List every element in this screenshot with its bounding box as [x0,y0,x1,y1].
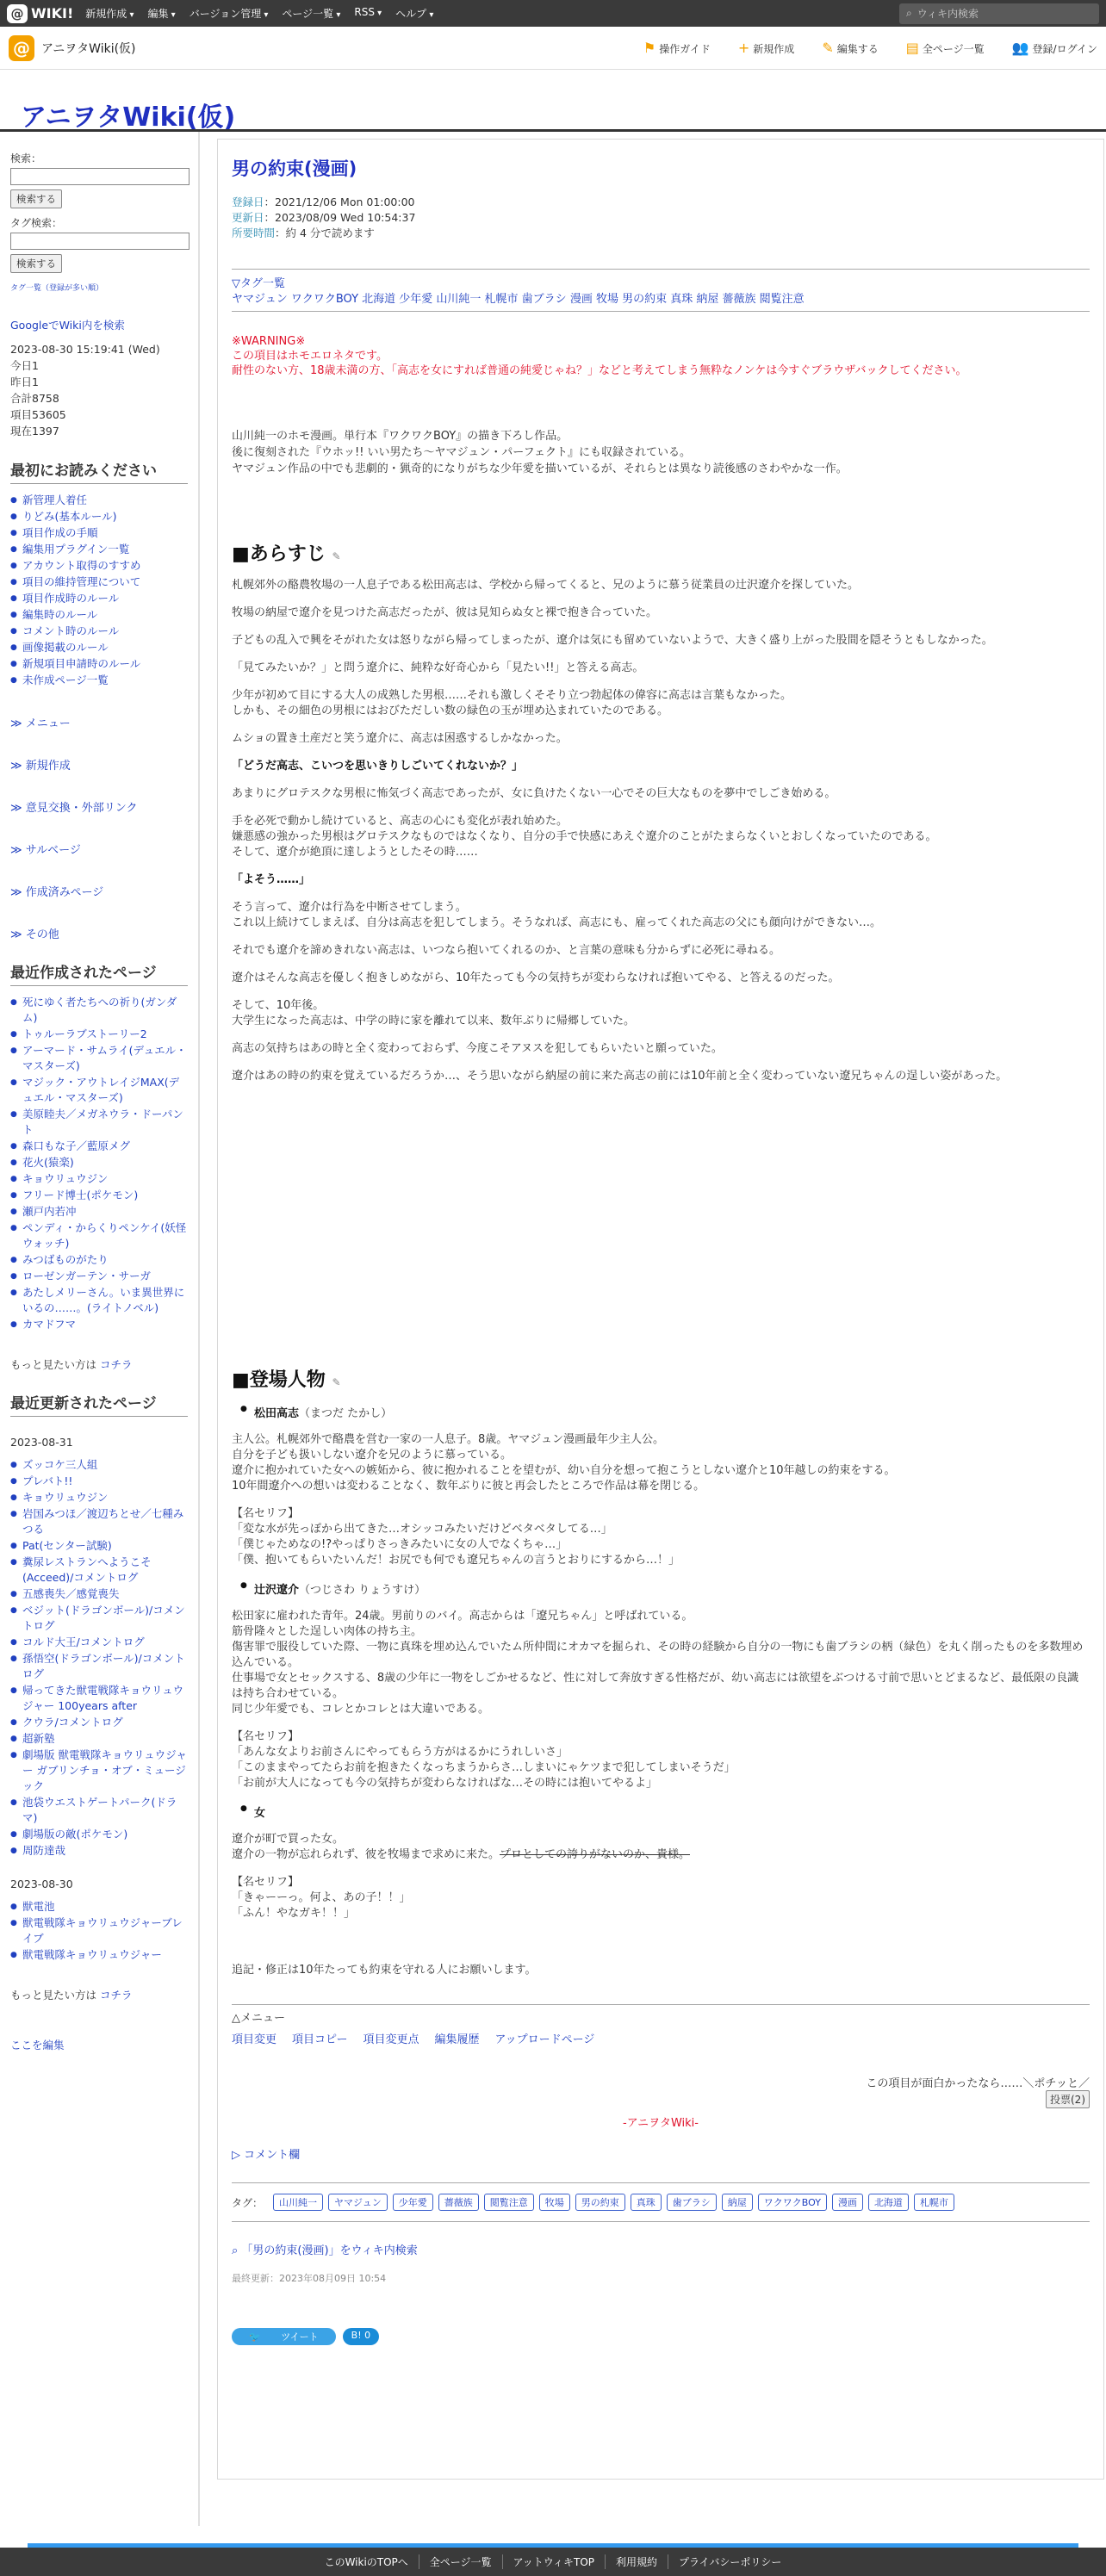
page-link[interactable]: コルド大王/コメントログ [22,1636,145,1648]
edit-section-icon[interactable]: ✎ [332,550,341,562]
characters-body [232,1404,1090,1921]
page-link[interactable]: クウラ/コメントログ [22,1716,123,1729]
list-item [10,607,188,623]
list-item [10,525,188,541]
tag-list-link[interactable]: タグ一覧（登録が多い順） [10,284,104,293]
tag-button[interactable]: 男の約束 [575,2194,625,2211]
list-item [10,509,188,525]
page-link[interactable]: トゥルーラブストーリー2 [22,1027,147,1040]
wiki-search-input[interactable] [899,3,1099,24]
tag-search-input[interactable] [10,233,190,250]
recent-updated-list-2 [10,1899,188,1963]
tag-search-label: タグ検索： [10,217,63,229]
synopsis-paragraph: 遼介はそんな高志を優しく抱きしめながら、10年たっても今の気持ちが変わらなければ抱いてやる、と答えるのだった。 [232,971,840,984]
stat-now: 現在1397 [10,425,59,438]
search-placeholder: ウィキ内検索 [916,8,979,20]
menu-link[interactable]: 編集履歴 [434,2033,480,2046]
list-item [10,1075,188,1106]
new-page-button[interactable] [738,40,794,56]
pencil-icon: ✎ [822,40,834,56]
guide-label: 操作ガイド [659,43,711,55]
atwiki-logo[interactable] [7,4,73,23]
synopsis-paragraph: 少年が初めて目にする大人の成熟した男根……それも激しくそそり立つ勃起体の偉容に高志は言葉もなかった。 しかも、その細色の男根にはおびただしい数の緑色の玉が埋め込まれていたのである。 [232,689,792,717]
synopsis-paragraph: 牧場の納屋で遼介を見つけた高志だったが、彼は見知らぬ女と裸で抱き合っていた。 [232,606,658,619]
closing-note: 追記・修正は10年たっても約束を守れる人にお願いします。 [232,1964,537,1977]
tag-bar [232,2182,1090,2222]
character-lines: 【名セリフ】 「変な水が先っぽから出てきた…オシッコみたいだけどベタベタしてる…」 「僕じゃためなの!?やっぱりさっきみたいに女の人でなくちゃ…」 「僕、抱いてもらいたいんだ！お尻でも何でも遼兄ちゃんの言うとおりにするから…！」 [232,1507,680,1567]
double-chevron-icon: ≫ [10,844,26,857]
section-link-label: 作成済みページ [25,886,104,899]
double-chevron-icon: ≫ [10,760,26,773]
rule-link[interactable]: 画像掲載のルール [22,641,109,654]
more-created [10,1356,188,1372]
more-text: もっと見たい方は [10,1358,97,1371]
rule-link[interactable]: 編集用プラグイン一覧 [22,543,130,556]
page-link[interactable]: みつばものがたり [22,1253,109,1266]
page-link[interactable]: 五感喪失／感覚喪失 [22,1587,120,1600]
footer-link[interactable]: 全ページ一覧 [419,2554,503,2569]
logo-text: WIKI! [31,5,74,22]
double-chevron-icon: ≫ [10,886,26,899]
read-first-list [10,493,188,688]
section-link-label: 意見交換・外部リンク [25,802,138,815]
warning-title: ※WARNING※ [232,335,306,348]
wiki-name-link[interactable] [9,35,136,61]
list-item [10,1043,188,1074]
new-page-label: 新規作成 [753,43,795,55]
rule-link[interactable]: りどみ(基本ルール) [22,510,117,523]
meta-key: 更新日 [232,211,264,224]
article [217,139,1104,2480]
page-link[interactable]: 花火(猿楽) [22,1156,74,1169]
footer [0,2548,1106,2576]
list-item [10,1683,188,1714]
document-icon: ▤ [905,40,919,56]
synopsis-paragraph: 札幌郊外の酪農牧場の一人息子である松田高志は、学校から帰ってくると、兄のように慕う従業員の辻沢遼介を探していた。 [232,579,860,592]
stat-yesterday: 昨日1 [10,376,39,388]
page-link[interactable]: カマドフマ [22,1318,77,1331]
menu-help[interactable]: ヘルプ ▾ [395,6,433,21]
list-item [10,1947,188,1963]
page-link[interactable]: 超新塾 [22,1732,55,1745]
search-in-wiki[interactable] [232,2241,1090,2257]
intro-line: ヤマジュン作品の中でも悲劇的・猟奇的になりがちな少年愛を描いているが、それらとは異なり読後感のさわやかな一作。 [232,462,848,475]
wiki-home-link[interactable]: -アニヲタWiki- [623,2117,699,2130]
edit-section-icon[interactable]: ✎ [332,1376,341,1388]
list-item [10,656,188,672]
menu-link[interactable]: 項目変更 [232,2033,277,2046]
section-link[interactable] [10,714,188,730]
list-item [10,1915,188,1946]
twitter-icon: 🐦 [249,2331,264,2343]
synopsis-paragraph: 「見てみたいか？」と問う遼介に、純粋な好奇心から「見たい!!」と答える高志。 [232,661,644,674]
last-update: 最終更新：2023年08月09日 10:54 [232,2273,387,2284]
list-item [10,574,188,590]
strikethrough-text: プロとしての誇りがないのか、貴様。 [499,1848,690,1861]
login-button[interactable] [1012,40,1097,56]
sidebar-search-button[interactable]: 検索する [10,189,62,208]
meta-value: ：2021/12/06 Mon 01:00:00 [264,196,415,208]
vote-button[interactable]: 投票(2) [1046,2090,1090,2108]
list-item [10,1204,188,1220]
edit-button[interactable] [822,40,878,56]
character-description: 松田家に雇われた青年。24歳。男前りのバイ。高志からは「遼兄ちゃん」と呼ばれている。 筋骨隆々とした逞しい肉体の持ち主。 傷害罪で服役していた際、一物に真珠を埋め込んでいたム所仲間にオカマを掘られ、その時の経験から自分の一物にも歯ブラシの柄（緑色）を丸く削ったものを多数埋め込んでいる。 仕事場で女とセックスする、8歳の少年に一物をしごかせるなど、性に対して奔放すぎる性格だが、幼い高志には欲望をぶつける寸前で思いとどまるなど、最低限の良識は持ち合わせている。 同じ少年愛でも、コレとかコレとは大違いである。 [232,1610,1084,1716]
list-item [10,624,188,639]
page-link[interactable]: 岩国みつほ／渡辺ちとせ／七種みつる [22,1507,184,1536]
double-chevron-icon: ≫ [10,802,26,815]
section-link[interactable] [10,925,188,941]
all-pages-button[interactable] [906,40,985,56]
list-item [10,1139,188,1154]
rule-link[interactable]: 新規項目申請時のルール [22,657,141,670]
page-link[interactable]: 美原睦夫／メガネウラ・ドーパント [22,1108,183,1136]
section-link-label: サルベージ [25,844,81,857]
at-icon: @ [7,4,28,23]
page-link[interactable]: ズッコケ三人組 [22,1458,98,1471]
synopsis-paragraph: あまりにグロテスクな男根に怖気づく高志であったが、女に負けたくない一心でその巨大なものを夢中でしごき始める。 [232,787,836,800]
list-item [10,640,188,655]
list-item [10,1188,188,1203]
intro-line: 後に復刻された『ウホッ!! いい男たち～ヤマジュン・パーフェクト』にも収録されている。 [232,446,691,459]
recent-created-heading: 最近作成されたページ [10,960,188,986]
read-first-heading: 最初にお読みください [10,458,188,484]
site-title-bar [0,70,1106,132]
tag-button[interactable]: 山川純一 [273,2194,323,2211]
synopsis-paragraph: 手を必死で動かし続けていると、高志の心にも変化が表れ始めた。 嫌悪感の強かった男根はグロテスクなものではなくなり、自分の手で快感にあえぐ遼介のことがたまらなくいとおしくなっていたのである。 そして、遼介が絶頂に達しようとしたその時…… [232,815,937,859]
comment-toggle[interactable]: ▷ コメント欄 [232,2149,301,2162]
updated-date-1: 2023-08-31 [10,1436,73,1449]
double-chevron-icon: ≫ [10,928,26,941]
wiki-bar [0,27,1106,70]
rule-link[interactable]: アカウント取得のすすめ [22,559,141,572]
synopsis-paragraph: 高志の気持ちはあの時と全く変わっておらず、今度こそアヌスを犯してもらいたいと願っていた。 [232,1042,723,1055]
menu-links [232,2030,1090,2046]
list-item [10,673,188,688]
recent-created-list [10,995,188,1332]
list-item [10,1220,188,1251]
list-item [10,1827,188,1842]
stat-datetime: 2023-08-30 15:19:41 (Wed) [10,343,160,356]
vote-area [232,2074,1090,2108]
rule-link[interactable]: 項目の維持管理について [22,575,141,588]
page-link[interactable]: 劇場版の敵(ポケモン) [22,1828,128,1840]
edit-label: 編集する [836,43,879,55]
page-link[interactable]: 獣電池 [22,1900,55,1913]
list-item [10,1027,188,1042]
character-lines: 【名セリフ】 「きゃーーっ。何よ、あの子！！」 「ふん！やなガキ！！」 [232,1876,411,1920]
character-name-text: 辻沢遼介 [254,1584,300,1597]
character-lines: 【名セリフ】 「あんな女よりお前さんにやってもらう方がはるかにうれしいさ」 「このままやってたらお前を抱きたくなっちまうからさ…しまいにゃケツまで犯してしまいそうだ」 「お前が大人になっても今の気持ちが変わらなければな…その時には抱いてやるよ」 [232,1730,736,1790]
list-item [10,1107,188,1138]
intro [232,428,1090,477]
synopsis-title: ■あらすじ [232,543,326,565]
list-item [10,591,188,606]
section-link-label: その他 [25,928,59,941]
list-item [10,1457,188,1473]
plus-icon: + [737,40,750,56]
list-item [10,1285,188,1316]
list-item [10,995,188,1026]
stat-today: 今日1 [10,359,39,372]
global-header [0,0,1106,27]
sidebar-section-links [10,714,188,941]
wiki-icon: @ [9,35,34,61]
page-link[interactable]: 孫悟空(ドラゴンボール)/コメントログ [22,1652,185,1680]
search-label: 検索： [10,152,42,164]
more-link[interactable]: コチラ [100,1989,133,2002]
tag-button[interactable]: 薔薇族 [438,2194,479,2211]
meta-key: 登録日 [232,196,264,208]
tag-button[interactable]: ワクワクBOY [758,2194,827,2211]
character-description: 遼介が町で買った女。 遼介の一物が忘れられず、彼を牧場まで求めに来た。プロとしての誇りがないのか、貴様。 [232,1833,690,1861]
list-item [10,1317,188,1332]
page-link[interactable]: フリード博士(ポケモン) [22,1189,139,1201]
site-title[interactable]: アニヲタWiki(仮) [21,102,236,133]
character-name [232,1404,1090,1420]
list-item [10,1269,188,1284]
list-item [10,1899,188,1915]
page-link[interactable]: マジック・アウトレイジMAX(デュエル・マスターズ) [22,1076,180,1104]
double-chevron-icon: ≫ [10,717,26,730]
search-icon: ⌕ [232,2244,242,2257]
tag-list-inline[interactable]: ヤマジュン ワクワクBOY 北海道 少年愛 山川純一 札幌市 歯ブラシ 漫画 牧場 男の約束 真珠 納屋 薔薇族 閲覧注意 [232,293,805,306]
list-item [10,1155,188,1170]
list-item [10,1843,188,1859]
synopsis-paragraph: そう言って、遼介は行為を中断させてしまう。 これ以上続けてしまえば、自分は高志を犯してしまう。そうなれば、高志にも、雇ってくれた高志の父にも顔向けができない…。 [232,901,882,929]
list-item [10,1538,188,1554]
edit-sidebar-link[interactable]: ここを編集 [10,2039,65,2051]
rule-link[interactable]: コメント時のルール [22,624,120,637]
more-link[interactable]: コチラ [100,1358,133,1371]
page-link[interactable]: キョウリュウジン [22,1491,109,1504]
page-meta [232,195,1090,241]
synopsis-paragraph: 「どうだ高志、こいつを思いきりしごいてくれないか？」 [232,760,524,773]
menu-rss[interactable]: RSS ▾ [354,6,382,21]
synopsis-paragraph: そして、10年後。 大学生になった高志は、中学の時に家を離れて以来、数年ぶりに帰郷していた。 [232,999,636,1027]
section-link[interactable] [10,883,188,899]
list-item [10,1731,188,1747]
menu-link[interactable]: 項目コピー [292,2033,348,2046]
footer-link[interactable]: プライバシーポリシー [679,2556,782,2568]
sidebar-search-input[interactable] [10,168,190,185]
tweet-button[interactable] [232,2328,336,2345]
list-item [10,1795,188,1826]
rule-link[interactable]: 新管理人着任 [22,493,88,506]
page-link[interactable]: 死にゆく者たちへの祈り(ガンダム) [22,996,177,1024]
sidebar [0,132,200,2526]
tweet-label: ツイート [281,2331,319,2343]
list-item [10,1171,188,1187]
page-link[interactable]: ペンディ・からくりペンケイ(妖怪ウォッチ) [22,1221,187,1250]
page-link[interactable]: あたしメリーさん。いま異世界にいるの……。(ライトノベル) [22,1286,185,1314]
page-link[interactable]: ベジット(ドラゴンボール)/コメントログ [22,1604,185,1632]
tag-button[interactable]: 真珠 [631,2194,662,2211]
page-link[interactable]: ローゼンガーテン・サーガ [22,1269,151,1282]
updated-date-2: 2023-08-30 [10,1878,73,1890]
character-reading: （まつだ たかし） [299,1407,393,1420]
search-in-wiki-label: 「男の約束(漫画)」をウィキ内検索 [241,2244,418,2257]
intro-line: 山川純一のホモ漫画。単行本『ワクワクBOY』の描き下ろし作品。 [232,430,569,443]
tag-button[interactable]: 漫画 [832,2194,863,2211]
section-link[interactable] [10,756,188,773]
page-link[interactable]: 劇場版 獣電戦隊キョウリュウジャー ガブリンチョ・オブ・ミュージック [22,1748,187,1792]
recent-updated-heading: 最近更新されたページ [10,1391,188,1417]
characters-heading [232,1365,1090,1392]
menu-pages[interactable]: ページ一覧 ▾ [282,6,340,21]
page-link[interactable]: キョウリュウジン [22,1172,109,1185]
all-pages-label: 全ページ一覧 [922,43,985,55]
footer-link[interactable]: アットウィキTOP [503,2554,606,2569]
character-name-text: 松田高志 [254,1407,300,1420]
page-link[interactable]: 獣電戦隊キョウリュウジャー [22,1948,162,1961]
list-item [10,1747,188,1794]
tags-label: タグ： [232,2196,264,2209]
list-item [10,1635,188,1650]
warning-box [232,334,1090,378]
wiki-name: アニヲタWiki(仮) [41,41,136,56]
menu-link[interactable]: アップロードページ [494,2033,595,2046]
synopsis-heading [232,539,1090,566]
tag-search-button[interactable]: 検索する [10,254,62,273]
character-reading: （つじさわ りょうすけ） [299,1584,426,1597]
section-link-label: メニュー [25,717,71,730]
list-item [10,1651,188,1682]
login-label: 登録/ログイン [1032,43,1097,55]
meta-value: ：2023/08/09 Wed 10:54:37 [264,211,416,224]
access-stats [10,341,188,439]
users-icon: 👥 [1011,40,1029,56]
vote-text: この項目が面白かったなら……＼ポチッと／ [866,2077,1090,2090]
tag-button[interactable]: 牧場 [539,2194,570,2211]
meta-value: ：約 4 分で読めます [275,227,375,239]
character-name [232,1580,1090,1597]
tag-list-toggle[interactable]: ▽タグ一覧 [232,277,285,290]
list-item [10,1715,188,1730]
list-item [10,1490,188,1505]
menu-toggle[interactable]: △メニュー [232,2012,285,2025]
character-name-text: 女 [254,1807,266,1820]
tag-button[interactable]: 納屋 [722,2194,753,2211]
rule-link[interactable]: 項目作成の手順 [22,526,98,539]
menu-link[interactable]: 項目変更点 [363,2033,419,2046]
page-link[interactable]: Pat(センター試験) [22,1539,112,1552]
tag-button[interactable]: ヤマジュン [328,2194,388,2211]
warning-line: この項目はホモエロネタです。 [232,350,388,363]
meta-key: 所要時間 [232,227,276,239]
page-link[interactable]: 周防達哉 [22,1844,66,1857]
recent-updated-list-1 [10,1457,188,1859]
list-item [10,1252,188,1268]
page-link[interactable]: 森口もな子／藍原メグ [22,1139,131,1152]
list-item [10,1586,188,1602]
footer-link[interactable]: このWikiのTOPへ [314,2554,419,2569]
page-link[interactable]: 瀬戸内若冲 [22,1205,77,1218]
section-link-label: 新規作成 [25,760,71,773]
page-menu [232,2004,1090,2046]
warning-line: 耐性のない方、18歳未満の方、「高志を女にすれば普通の純愛じゃね？」などと考えてしまう無粋なノンケは今すぐブラウザバックしてください。 [232,364,967,377]
share-buttons [232,2328,1090,2345]
list-item [10,558,188,574]
page-title: 男の約束(漫画) [232,158,357,179]
footer-link[interactable]: 利用規約 [606,2554,668,2569]
google-search-link[interactable]: GoogleでWiki内を検索 [10,319,125,332]
rule-link[interactable]: 編集時のルール [22,608,98,621]
stat-items: 項目53605 [10,408,66,421]
list-item [10,1474,188,1489]
list-item [10,1603,188,1634]
character-description: 主人公。札幌郊外で酪農を営む一家の一人息子。8歳。ヤマジュン漫画最年少主人公。 自分を子ども扱いしない遼介を兄のように慕っている。 遼介に抱かれていた女への嫉妬から、彼に抱かれることを望むが、幼い自分を想って抱こうとしない遼介と10年越しの約束をする。 10年間遼介への想いは変わることなく、数年ぶりに彼と再会したところで作品は幕を閉じる。 [232,1433,896,1493]
synopsis-paragraph: 遼介はあの時の約束を覚えているだろうか…、そう思いながら納屋の前に来た高志の前には10年前と全く変わっていない遼兄ちゃんの逞しい姿があった。 [232,1070,1008,1083]
search-icon: ⌕ [906,7,912,19]
synopsis-body [232,578,1090,1084]
synopsis-paragraph: 「よそう……」 [232,873,311,886]
more-updated [10,1987,188,2002]
tag-button[interactable]: 歯ブラシ [667,2194,717,2211]
guide-icon: ⚑ [643,40,656,56]
characters-title: ■登場人物 [232,1369,326,1391]
page-link[interactable]: 糞尿レストランへようこそ(Acceed)/コメントログ [22,1555,152,1584]
hatena-bookmark-button[interactable]: B! 0 [343,2328,379,2345]
character-name [232,1803,1090,1820]
menu-new[interactable]: 新規作成 ▾ [85,6,134,21]
tag-button[interactable]: 閲覧注意 [484,2194,534,2211]
page-link[interactable]: 獣電戦隊キョウリュウジャーブレイブ [22,1916,183,1945]
section-link[interactable] [10,841,188,857]
synopsis-paragraph: ムショの置き土産だと笑う遼介に、高志は困惑するしかなかった。 [232,732,568,745]
global-menu [85,6,433,21]
rule-link[interactable]: 未作成ページ一覧 [22,673,109,686]
wiki-actions [643,40,1097,56]
section-link[interactable] [10,798,188,815]
more-text: もっと見たい方は [10,1989,97,2002]
list-item [10,1555,188,1586]
list-item [10,1506,188,1537]
guide-button[interactable] [643,40,711,56]
list-item [10,542,188,557]
tag-button[interactable]: 札幌市 [914,2194,954,2211]
rule-link[interactable]: 項目作成時のルール [22,592,120,605]
menu-edit[interactable]: 編集 ▾ [147,6,175,21]
synopsis-paragraph: 子どもの乱入で興をそがれた女は怒りながら帰ってしまったが、遼介は気にも留めていないようで、大きく盛り上がった股間を隠そうともしなかった。 [232,634,993,647]
page-link[interactable]: 池袋ウエストゲートパーク(ドラマ) [22,1796,177,1824]
page-link[interactable]: 帰ってきた獣電戦隊キョウリュウジャー 100years after [22,1684,184,1712]
page-link[interactable]: アーマード・サムライ(デュエル・マスターズ) [22,1044,187,1072]
menu-version[interactable]: バージョン管理 ▾ [190,6,269,21]
tag-button[interactable]: 北海道 [868,2194,909,2211]
page-link[interactable]: プレバト!! [22,1474,73,1487]
synopsis-paragraph: それでも遼介を諦めきれない高志は、いつなら抱いてくれるのか、と言葉の意味も分からずに必死に尋ねる。 [232,944,781,957]
stat-total: 合計8758 [10,392,59,405]
tag-button[interactable]: 少年愛 [393,2194,433,2211]
list-item [10,493,188,508]
